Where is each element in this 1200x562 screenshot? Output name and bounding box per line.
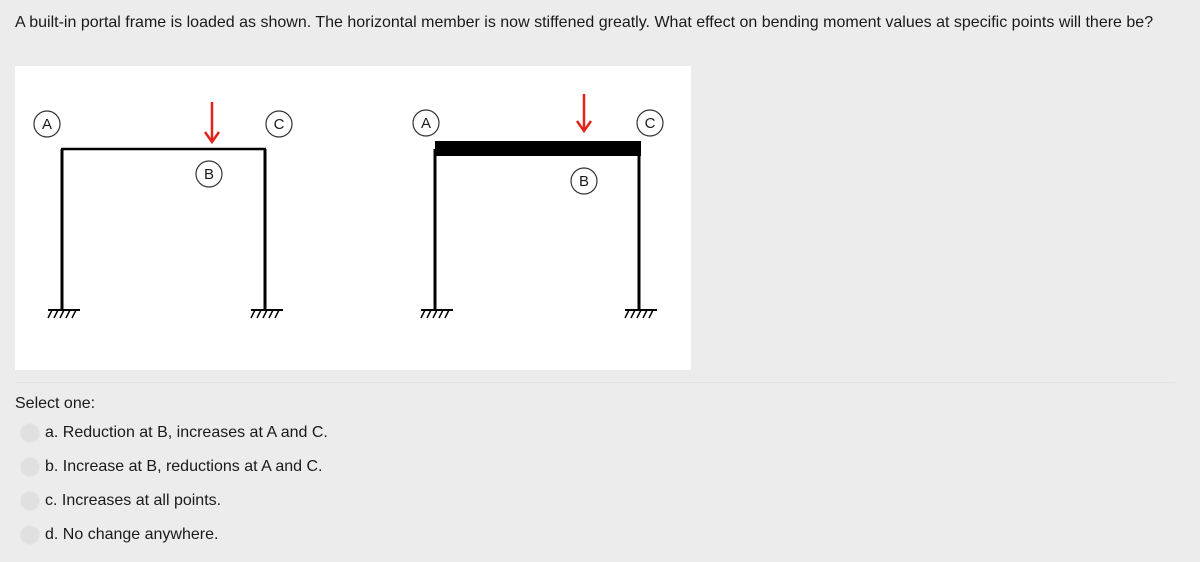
portal-frame-figure <box>15 66 691 370</box>
option-d-label[interactable]: d. No change anywhere. <box>45 526 219 543</box>
left-portal-frame <box>34 102 292 318</box>
option-d-radio[interactable] <box>20 525 40 545</box>
option-b-radio[interactable] <box>20 457 40 477</box>
right-frame-support-c <box>625 310 657 318</box>
option-a[interactable] <box>20 421 420 455</box>
right-frame-label-a: A <box>420 115 432 132</box>
left-frame-label-a: A <box>41 116 53 133</box>
answer-options <box>20 421 420 557</box>
option-b-label[interactable]: b. Increase at B, reductions at A and C. <box>45 458 323 475</box>
left-frame-label-b: B <box>203 166 215 183</box>
option-b[interactable] <box>20 455 420 489</box>
option-c[interactable] <box>20 489 420 523</box>
left-frame-support-a <box>48 310 80 318</box>
question-text: A built-in portal frame is loaded as shown. The horizontal member is now stiffened greatly. What effect on bending moment values at specific points will there be? <box>15 14 1154 31</box>
left-frame-support-c <box>251 310 283 318</box>
option-d[interactable] <box>20 523 420 557</box>
left-frame-label-c: C <box>273 116 285 133</box>
select-one-prompt: Select one: <box>15 395 96 412</box>
option-a-label[interactable]: a. Reduction at B, increases at A and C. <box>45 424 328 441</box>
right-frame-load-arrow <box>577 94 591 131</box>
divider <box>15 382 1175 383</box>
option-c-radio[interactable] <box>20 491 40 511</box>
option-a-radio[interactable] <box>20 423 40 443</box>
right-frame-stiffened-beam <box>435 141 641 156</box>
right-frame-support-a <box>421 310 453 318</box>
left-frame-load-arrow <box>205 102 219 142</box>
right-portal-frame <box>413 94 663 318</box>
option-c-label[interactable]: c. Increases at all points. <box>45 492 222 509</box>
right-frame-label-c: C <box>644 115 656 132</box>
right-frame-label-b: B <box>578 173 590 190</box>
